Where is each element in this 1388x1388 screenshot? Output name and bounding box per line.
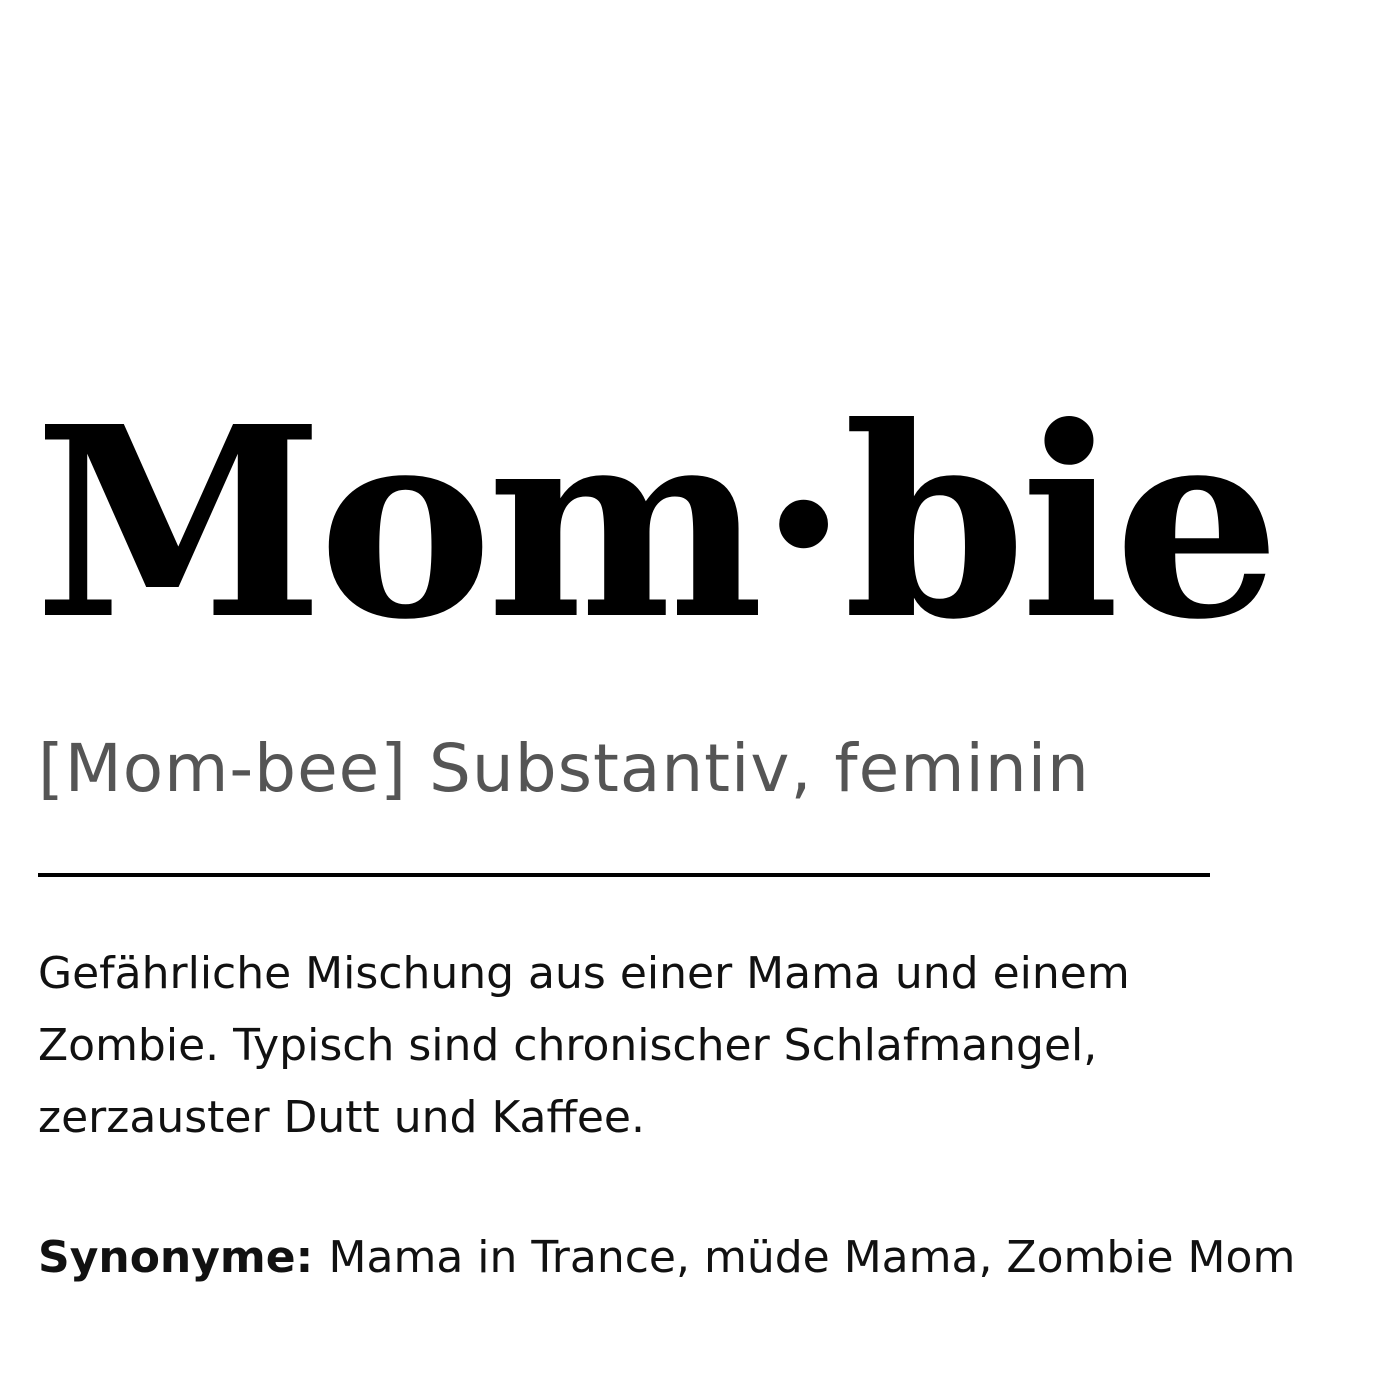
headword: Mom·bie [34, 369, 1275, 677]
definition-line-2: Zombie. Typisch sind chronischer Schlafmangel, [38, 1020, 1098, 1071]
definition-line-1: Gefährliche Mischung aus einer Mama und einem [38, 948, 1130, 999]
pronunciation-line: [Mom-bee] Substantiv, feminin [38, 730, 1090, 807]
definition-line-3: zerzauster Dutt und Kaffee. [38, 1092, 645, 1143]
synonyms-label: Synonyme: [38, 1232, 329, 1283]
synonyms-line [38, 1226, 1295, 1290]
synonyms-text: Mama in Trance, müde Mama, Zombie Mom [328, 1232, 1296, 1283]
divider-line [38, 873, 1210, 877]
definition-text [38, 938, 1298, 1154]
